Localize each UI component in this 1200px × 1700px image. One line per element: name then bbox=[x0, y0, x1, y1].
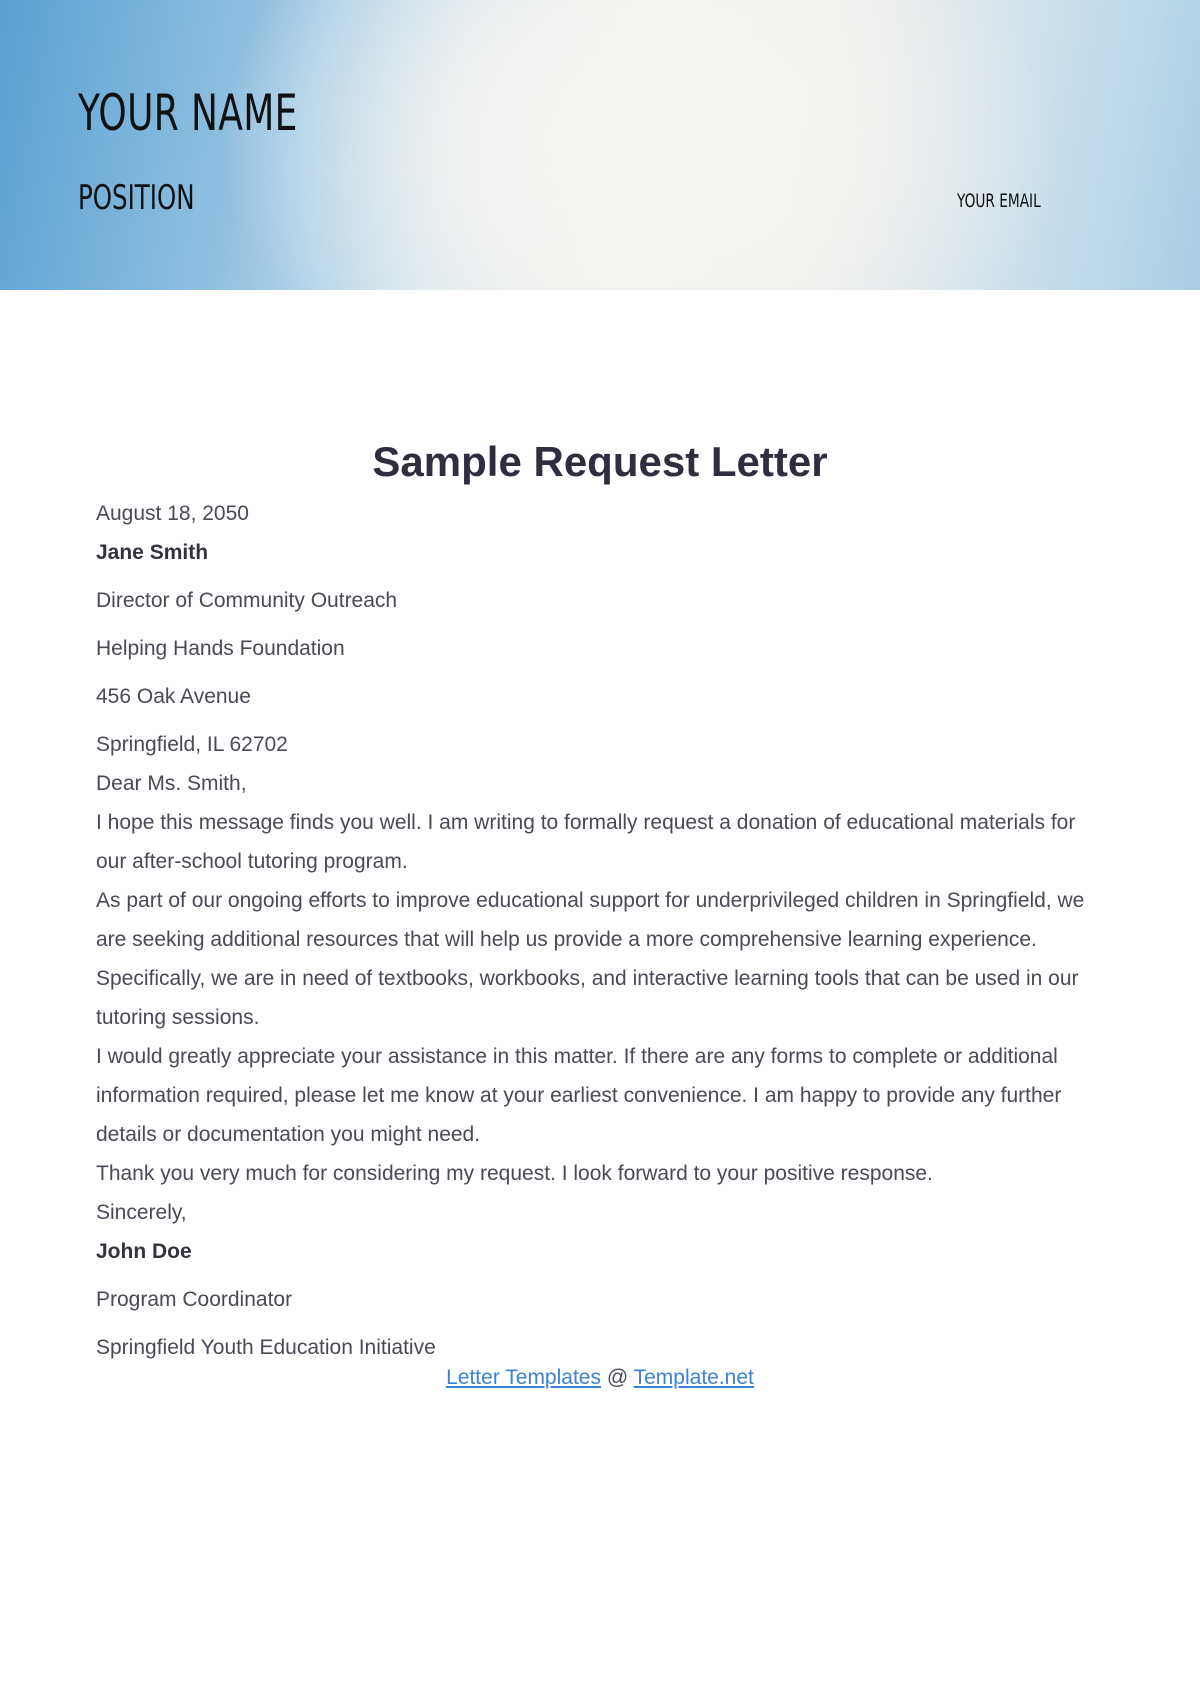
letter-body bbox=[96, 494, 1106, 1367]
letter-templates-link[interactable]: Letter Templates bbox=[446, 1366, 601, 1389]
footer-separator: @ bbox=[606, 1366, 629, 1389]
paragraph-intro: I hope this message finds you well. I am writing to formally request a donation of educational materials for our after-school tutoring program. bbox=[96, 811, 1076, 873]
salutation: Dear Ms. Smith, bbox=[96, 772, 247, 795]
sender-title: Program Coordinator bbox=[96, 1288, 293, 1311]
recipient-street: 456 Oak Avenue bbox=[96, 685, 251, 708]
page-title: Sample Request Letter bbox=[372, 438, 828, 485]
recipient-title: Director of Community Outreach bbox=[96, 589, 398, 612]
recipient-city: Springfield, IL 62702 bbox=[96, 733, 288, 756]
closing: Sincerely, bbox=[96, 1201, 187, 1224]
sender-name-heading: YOUR NAME bbox=[78, 84, 298, 142]
template-net-link[interactable]: Template.net bbox=[633, 1366, 754, 1389]
paragraph-details: As part of our ongoing efforts to improve educational support for underprivileged children in Springfield, we are seeking additional resources that will help us provide a more comprehensive learning experience. Specifically, we are in need of textbooks, workbooks, and interactive learning tools that can be used in our tutoring sessions. bbox=[96, 889, 1085, 1029]
paragraph-assistance: I would greatly appreciate your assistance in this matter. If there are any forms to complete or additional information required, please let me know at your earliest convenience. I am happy to provide any further details or documentation you might need. bbox=[96, 1045, 1062, 1146]
letter-date: August 18, 2050 bbox=[96, 502, 249, 525]
sender-organization: Springfield Youth Education Initiative bbox=[96, 1336, 436, 1359]
letterhead-banner bbox=[0, 0, 1200, 290]
paragraph-thanks: Thank you very much for considering my request. I look forward to your positive response. bbox=[96, 1162, 933, 1185]
recipient-name: Jane Smith bbox=[96, 541, 209, 564]
sender-position-heading: POSITION bbox=[78, 178, 195, 218]
sender-email-heading: YOUR EMAIL bbox=[957, 190, 1041, 212]
footer-credit bbox=[0, 1366, 1200, 1390]
recipient-organization: Helping Hands Foundation bbox=[96, 637, 345, 660]
sender-name: John Doe bbox=[96, 1240, 192, 1263]
